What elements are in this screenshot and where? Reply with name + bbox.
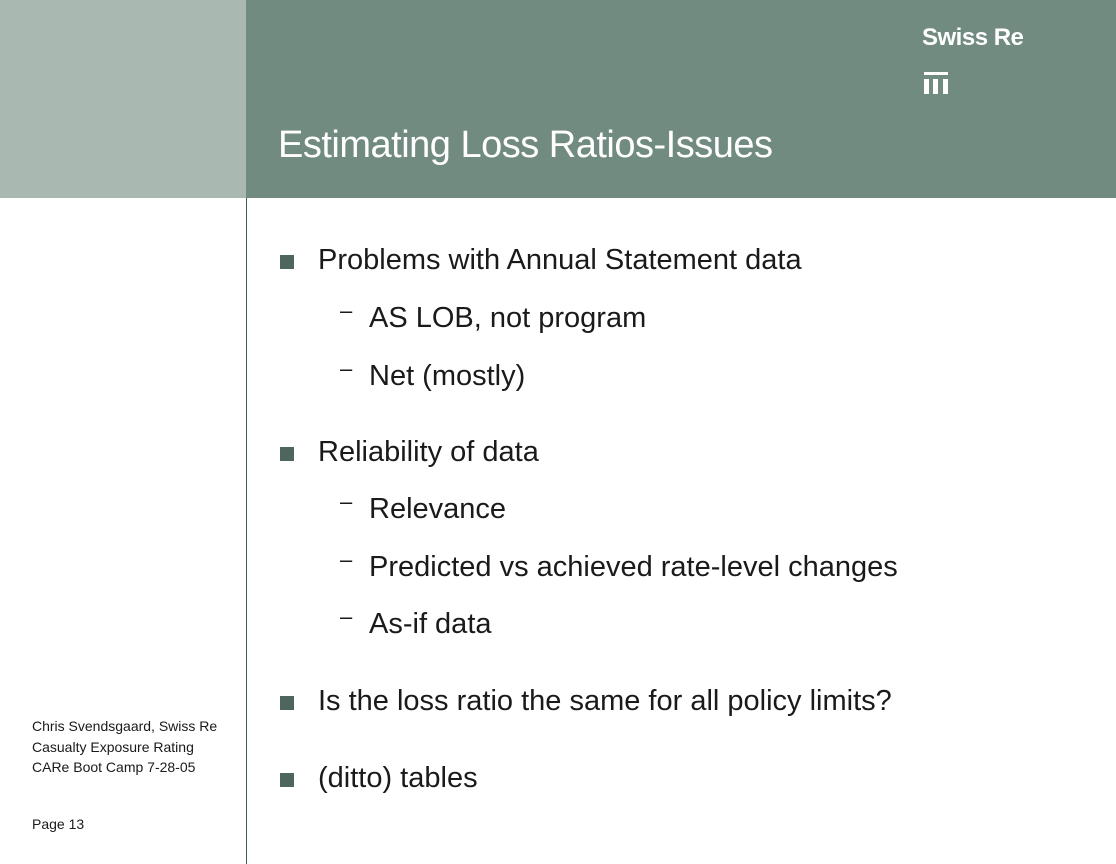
bullet-square-icon <box>280 447 294 461</box>
dash-icon: – <box>340 547 353 572</box>
bullet-square-icon <box>280 255 294 269</box>
page-number: Page 13 <box>32 816 85 832</box>
footer-event: CARe Boot Camp 7-28-05 <box>32 759 196 775</box>
dash-icon: – <box>340 604 353 629</box>
bullet-square-icon <box>280 696 294 710</box>
footer-author: Chris Svendsgaard, Swiss Re <box>32 718 218 734</box>
dash-icon: – <box>340 489 353 514</box>
vertical-divider <box>246 198 247 864</box>
brand-name: Swiss Re <box>922 24 1024 51</box>
bullet-square-icon <box>280 773 294 787</box>
swiss-re-logo-icon <box>924 72 948 94</box>
dash-icon: – <box>340 356 353 381</box>
left-decor-block <box>0 0 246 198</box>
footer-topic: Casualty Exposure Rating <box>32 739 194 755</box>
dash-icon: – <box>340 298 353 323</box>
slide-title: Estimating Loss Ratios-Issues <box>278 124 773 166</box>
